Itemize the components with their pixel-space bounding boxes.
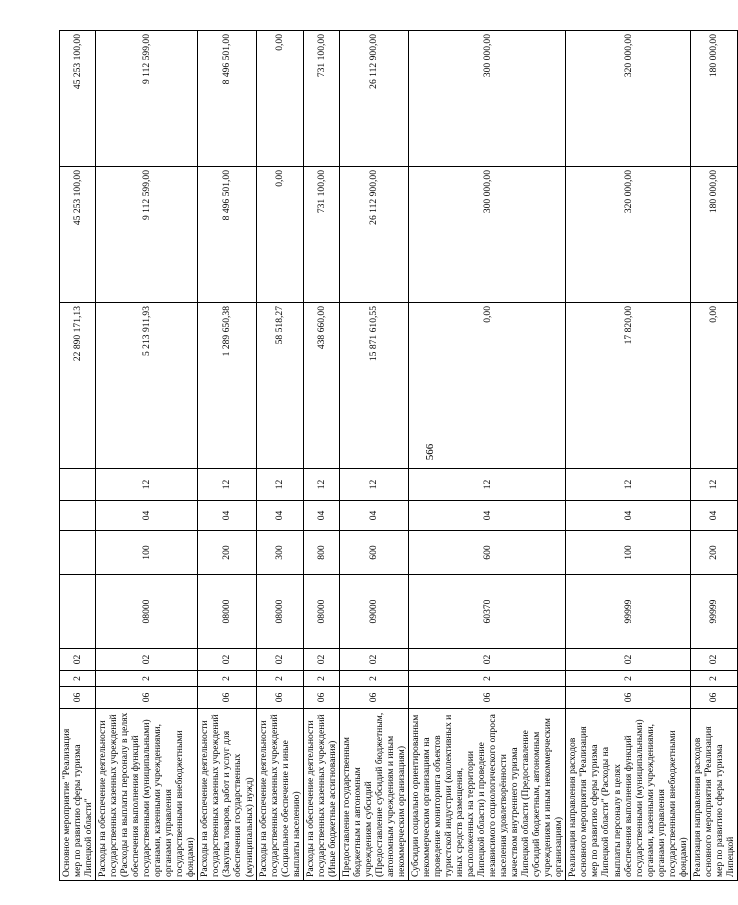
code-cell: 800 (303, 531, 339, 575)
amount-cell: 26 112 900,00 (339, 167, 408, 303)
code-cell: 12 (256, 469, 303, 501)
budget-table (59, 30, 738, 881)
amount-cell: 8 496 501,00 (198, 31, 256, 167)
code-cell (60, 501, 96, 531)
table-row (96, 31, 198, 881)
table-row (690, 31, 737, 881)
code-cell: 2 (408, 671, 565, 687)
code-cell: 02 (690, 649, 737, 671)
amount-cell: 320 000,00 (566, 167, 690, 303)
table-row (60, 31, 96, 881)
code-cell: 12 (96, 469, 198, 501)
code-cell: 2 (60, 671, 96, 687)
code-cell: 300 (256, 531, 303, 575)
code-cell: 02 (339, 649, 408, 671)
amount-cell: 320 000,00 (566, 31, 690, 167)
row-name-cell: Расходы на обеспечение деятельности государственных казенных учреждений (Иные бюджетные ассигнования) (303, 709, 339, 881)
code-cell: 06 (303, 687, 339, 709)
code-cell: 2 (303, 671, 339, 687)
row-name-cell: Расходы на обеспечение деятельности государственных казенных учреждений (Закупка товаров, работ и услуг для обеспечения государственных (муниципальных) нужд) (198, 709, 256, 881)
amount-cell: 180 000,00 (690, 167, 737, 303)
amount-cell: 731 100,00 (303, 167, 339, 303)
amount-cell: 1 289 650,38 (198, 303, 256, 469)
row-name-cell: Расходы на обеспечение деятельности государственных казенных учреждений (Социальное обеспечение и иные выплаты населению) (256, 709, 303, 881)
amount-cell: 22 890 171,13 (60, 303, 96, 469)
code-cell: 02 (96, 649, 198, 671)
code-cell: 600 (339, 531, 408, 575)
code-cell: 08000 (303, 575, 339, 649)
code-cell: 200 (690, 531, 737, 575)
code-cell: 99999 (690, 575, 737, 649)
amount-cell: 300 000,00 (408, 167, 565, 303)
amount-cell: 45 253 100,00 (60, 31, 96, 167)
code-cell (60, 575, 96, 649)
amount-cell: 45 253 100,00 (60, 167, 96, 303)
row-name-cell: Основное мероприятие "Реализация мер по развитию сферы туризма Липецкой области" (60, 709, 96, 881)
table-row (303, 31, 339, 881)
code-cell: 02 (566, 649, 690, 671)
code-cell (60, 469, 96, 501)
code-cell: 04 (198, 501, 256, 531)
code-cell: 60370 (408, 575, 565, 649)
amount-cell: 5 213 911,93 (96, 303, 198, 469)
row-name-cell: Расходы на обеспечение деятельности государственных казенных учреждений (Расходы на выплаты персоналу в целях обеспечения выполнения функций государственными (муниципальными) органами, казенными учреждениями, органами управления государственными внебюджетными фондами) (96, 709, 198, 881)
code-cell: 2 (198, 671, 256, 687)
amount-cell: 0,00 (256, 31, 303, 167)
code-cell: 04 (690, 501, 737, 531)
code-cell: 04 (96, 501, 198, 531)
table-row (198, 31, 256, 881)
code-cell: 06 (566, 687, 690, 709)
code-cell: 08000 (96, 575, 198, 649)
code-cell: 12 (566, 469, 690, 501)
row-name-cell: Реализация направления расходов основного мероприятия "Реализация мер по развитию сферы туризма Липецкой (690, 709, 737, 881)
table-row (408, 31, 565, 881)
amount-cell: 15 871 610,55 (339, 303, 408, 469)
table-row (339, 31, 408, 881)
code-cell: 04 (339, 501, 408, 531)
code-cell (60, 531, 96, 575)
code-cell: 12 (303, 469, 339, 501)
code-cell: 04 (408, 501, 565, 531)
code-cell: 2 (690, 671, 737, 687)
amount-cell: 26 112 900,00 (339, 31, 408, 167)
code-cell: 2 (96, 671, 198, 687)
code-cell: 06 (690, 687, 737, 709)
code-cell: 02 (303, 649, 339, 671)
code-cell: 02 (198, 649, 256, 671)
code-cell: 06 (96, 687, 198, 709)
code-cell: 99999 (566, 575, 690, 649)
code-cell: 02 (256, 649, 303, 671)
row-name-cell: Субсидии социально ориентированным некоммерческим организациям на проведение мониторинга объектов туристской индустрии (коллективных и иных средств размещения, расположенных на территории Липецкой области) и проведение независимого социологического опроса населения удовлетворённости качеством внутреннего туризма Липецкой области (Предоставление субсидий бюджетным, автономным учреждениям и иным некоммерческим организациям) (408, 709, 565, 881)
row-name-cell: Реализация направления расходов основного мероприятия "Реализация мер по развитию сферы туризма Липецкой области" (Расходы на выплаты персоналу в целях обеспечения выполнения функций государственными (муниципальными) органами, казенными учреждениями, органами управления государственными внебюджетными фондами) (566, 709, 690, 881)
amount-cell: 17 820,00 (566, 303, 690, 469)
amount-cell: 0,00 (256, 167, 303, 303)
amount-cell: 180 000,00 (690, 31, 737, 167)
code-cell: 06 (198, 687, 256, 709)
code-cell: 04 (303, 501, 339, 531)
amount-cell: 731 100,00 (303, 31, 339, 167)
row-name-cell: Предоставление государственным бюджетным и автономным учреждениям субсидий (Предоставление субсидий бюджетным, автономным учреждениям и иным некоммерческим организациям) (339, 709, 408, 881)
amount-cell: 58 518,27 (256, 303, 303, 469)
code-cell: 12 (690, 469, 737, 501)
code-cell: 12 (408, 469, 565, 501)
amount-cell: 438 660,00 (303, 303, 339, 469)
amount-cell: 300 000,00 (408, 31, 565, 167)
code-cell: 06 (339, 687, 408, 709)
code-cell: 2 (339, 671, 408, 687)
code-cell: 06 (60, 687, 96, 709)
table-row (566, 31, 690, 881)
code-cell: 02 (60, 649, 96, 671)
code-cell: 2 (256, 671, 303, 687)
table-row (256, 31, 303, 881)
code-cell: 04 (256, 501, 303, 531)
code-cell: 200 (198, 531, 256, 575)
code-cell: 08000 (256, 575, 303, 649)
amount-cell: 9 112 599,00 (96, 167, 198, 303)
code-cell: 06 (408, 687, 565, 709)
code-cell: 12 (198, 469, 256, 501)
code-cell: 100 (96, 531, 198, 575)
code-cell: 12 (339, 469, 408, 501)
code-cell: 08000 (198, 575, 256, 649)
amount-cell: 0,00 (690, 303, 737, 469)
page-number: 566 (424, 443, 436, 461)
amount-cell: 9 112 599,00 (96, 31, 198, 167)
code-cell: 02 (408, 649, 565, 671)
amount-cell: 8 496 501,00 (198, 167, 256, 303)
code-cell: 04 (566, 501, 690, 531)
rotated-table-container (59, 31, 736, 881)
code-cell: 09000 (339, 575, 408, 649)
amount-cell: 0,00 (408, 303, 565, 469)
code-cell: 2 (566, 671, 690, 687)
code-cell: 600 (408, 531, 565, 575)
code-cell: 100 (566, 531, 690, 575)
code-cell: 06 (256, 687, 303, 709)
